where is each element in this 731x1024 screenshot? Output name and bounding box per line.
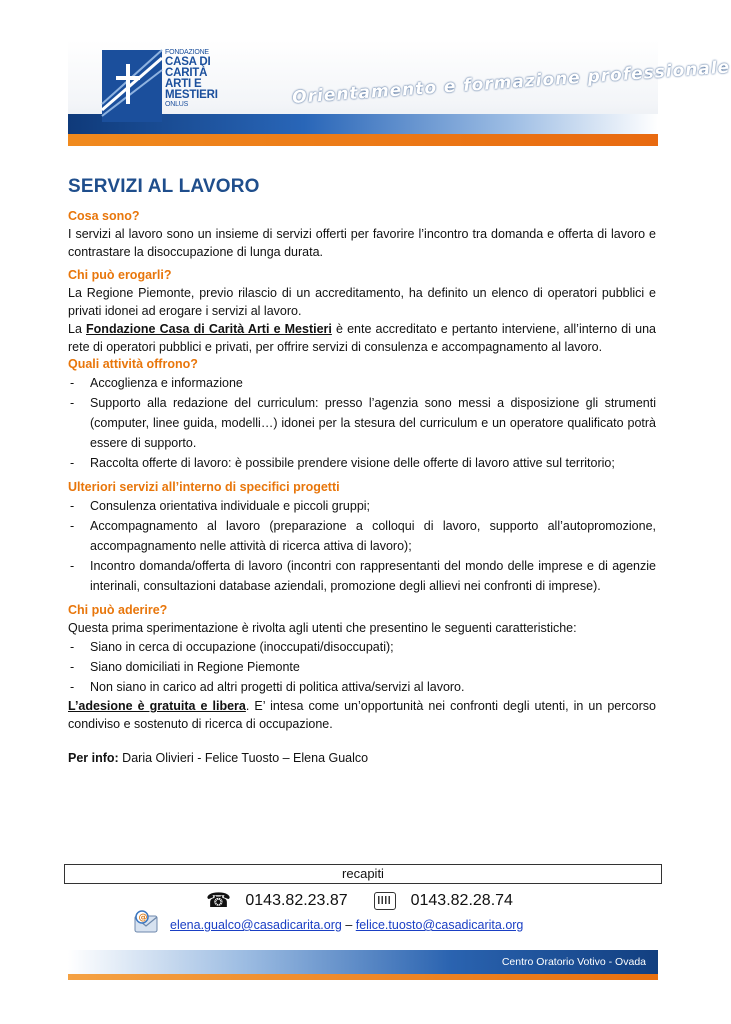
email-row (170, 916, 523, 934)
banner-orange-stripe (68, 134, 658, 146)
telephone-icon: ☎ (206, 890, 231, 912)
email-separator: – (345, 918, 353, 932)
section-text-cosa-sono: I servizi al lavoro sono un insieme di servizi offerti per favorire l’incontro tra domanda e offerta di lavoro e contrastare la disoccupazione di lunga durata. (68, 227, 656, 259)
footer-text: Centro Oratorio Votivo - Ovada (501, 956, 646, 968)
logo-line-5: MESTIERI (165, 89, 218, 101)
list-item: - Siano in cerca di occupazione (inoccupati/disoccupati); (68, 637, 656, 657)
section-heading-quali-attivita: Quali attività offrono? (68, 357, 198, 371)
logo-line-1: FONDAZIONE (165, 49, 209, 56)
logo-line-3: CARITÀ (165, 67, 208, 79)
info-line (68, 749, 656, 767)
section-heading-ulteriori-servizi: Ulteriori servizi all’interno di specifici progetti (68, 480, 340, 494)
phone-row (206, 886, 546, 916)
contacts-header-box: recapiti (64, 864, 662, 884)
activities-list (68, 373, 656, 473)
email-link-felice[interactable]: felice.tuosto@casadicarita.org (355, 918, 524, 932)
logo-line-4: ARTI E (165, 78, 202, 90)
header-banner (68, 40, 731, 146)
requirements-list (68, 637, 656, 697)
section-text-free-membership (68, 697, 656, 733)
text-prefix: La (68, 322, 87, 336)
section-text-regione: La Regione Piemonte, previo rilascio di un accreditamento, ha definito un elenco di operatori pubblici e privati idonei ad erogare i servizi al lavoro. (68, 286, 656, 318)
list-item: - Non siano in carico ad altri progetti di politica attiva/servizi al lavoro. (68, 677, 656, 697)
foundation-logo-icon (102, 50, 162, 122)
free-membership-label: L’adesione è gratuita e libera (68, 699, 246, 713)
fax-icon (374, 892, 396, 910)
page-title: SERVIZI AL LAVORO (68, 176, 260, 197)
section-text-intro: Questa prima sperimentazione è rivolta agli utenti che presentino le seguenti caratteristiche: (68, 621, 577, 635)
free-membership-text: . E’ intesa come un’opportunità nei confronti degli utenti, in un percorso condiviso e sostenuto di ricerca di occupazione. (68, 699, 656, 731)
logo-line-2: CASA DI (165, 56, 211, 68)
info-names: Daria Olivieri - Felice Tuosto – Elena Gualco (118, 751, 369, 765)
svg-text:@: @ (138, 913, 148, 923)
logo-wordmark (165, 49, 218, 109)
list-item: - Supporto alla redazione del curriculum: presso l’agenzia sono messi a disposizione gli strumenti (computer, linee guida, modelli…) idonei per la stesura del curriculum e un operatore qualificato potrà essere di supporto. (68, 393, 656, 453)
text-suffix: è ente accreditato e pertanto interviene, all’interno di una rete di operatori pubblici e privati, per offrire servizi di consulenza e accompagnamento al lavoro. (68, 322, 656, 354)
list-item: - Accoglienza e informazione (68, 373, 656, 393)
footer-banner (68, 950, 658, 980)
list-item: - Siano domiciliati in Regione Piemonte (68, 657, 656, 677)
section-heading-chi-puo-erogarli: Chi può erogarli? (68, 268, 172, 282)
phone-number: 0143.82.23.87 (245, 892, 348, 909)
info-label: Per info: (68, 751, 119, 765)
logo-line-6: ONLUS (165, 101, 189, 108)
fax-number: 0143.82.28.74 (410, 892, 513, 909)
list-item: - Consulenza orientativa individuale e piccoli gruppi; (68, 496, 656, 516)
email-link-elena[interactable]: elena.gualco@casadicarita.org (170, 918, 342, 932)
extra-services-list (68, 496, 656, 596)
main-content (68, 176, 656, 767)
section-text-fondazione (68, 320, 656, 356)
section-heading-chi-puo-aderire: Chi può aderire? (68, 603, 168, 617)
footer-orange-stripe (68, 974, 658, 980)
banner-tagline: Orientamento e formazione professionale (291, 57, 731, 108)
list-item: - Raccolta offerte di lavoro: è possibile prendere visione delle offerte di lavoro attive sul territorio; (68, 453, 656, 473)
list-item: - Incontro domanda/offerta di lavoro (incontri con rappresentanti del mondo delle imprese e di agenzie interinali, consultazioni database aziendali, promozione degli allievi nei confronti di imprese). (68, 556, 656, 596)
section-heading-cosa-sono: Cosa sono? (68, 209, 140, 223)
foundation-name-link: Fondazione Casa di Carità Arti e Mestieri (86, 322, 332, 336)
list-item: - Accompagnamento al lavoro (preparazione a colloqui di lavoro, supporto all’autopromozione, accompagnamento nelle attività di ricerca attiva di lavoro); (68, 516, 656, 556)
email-icon (132, 908, 160, 936)
